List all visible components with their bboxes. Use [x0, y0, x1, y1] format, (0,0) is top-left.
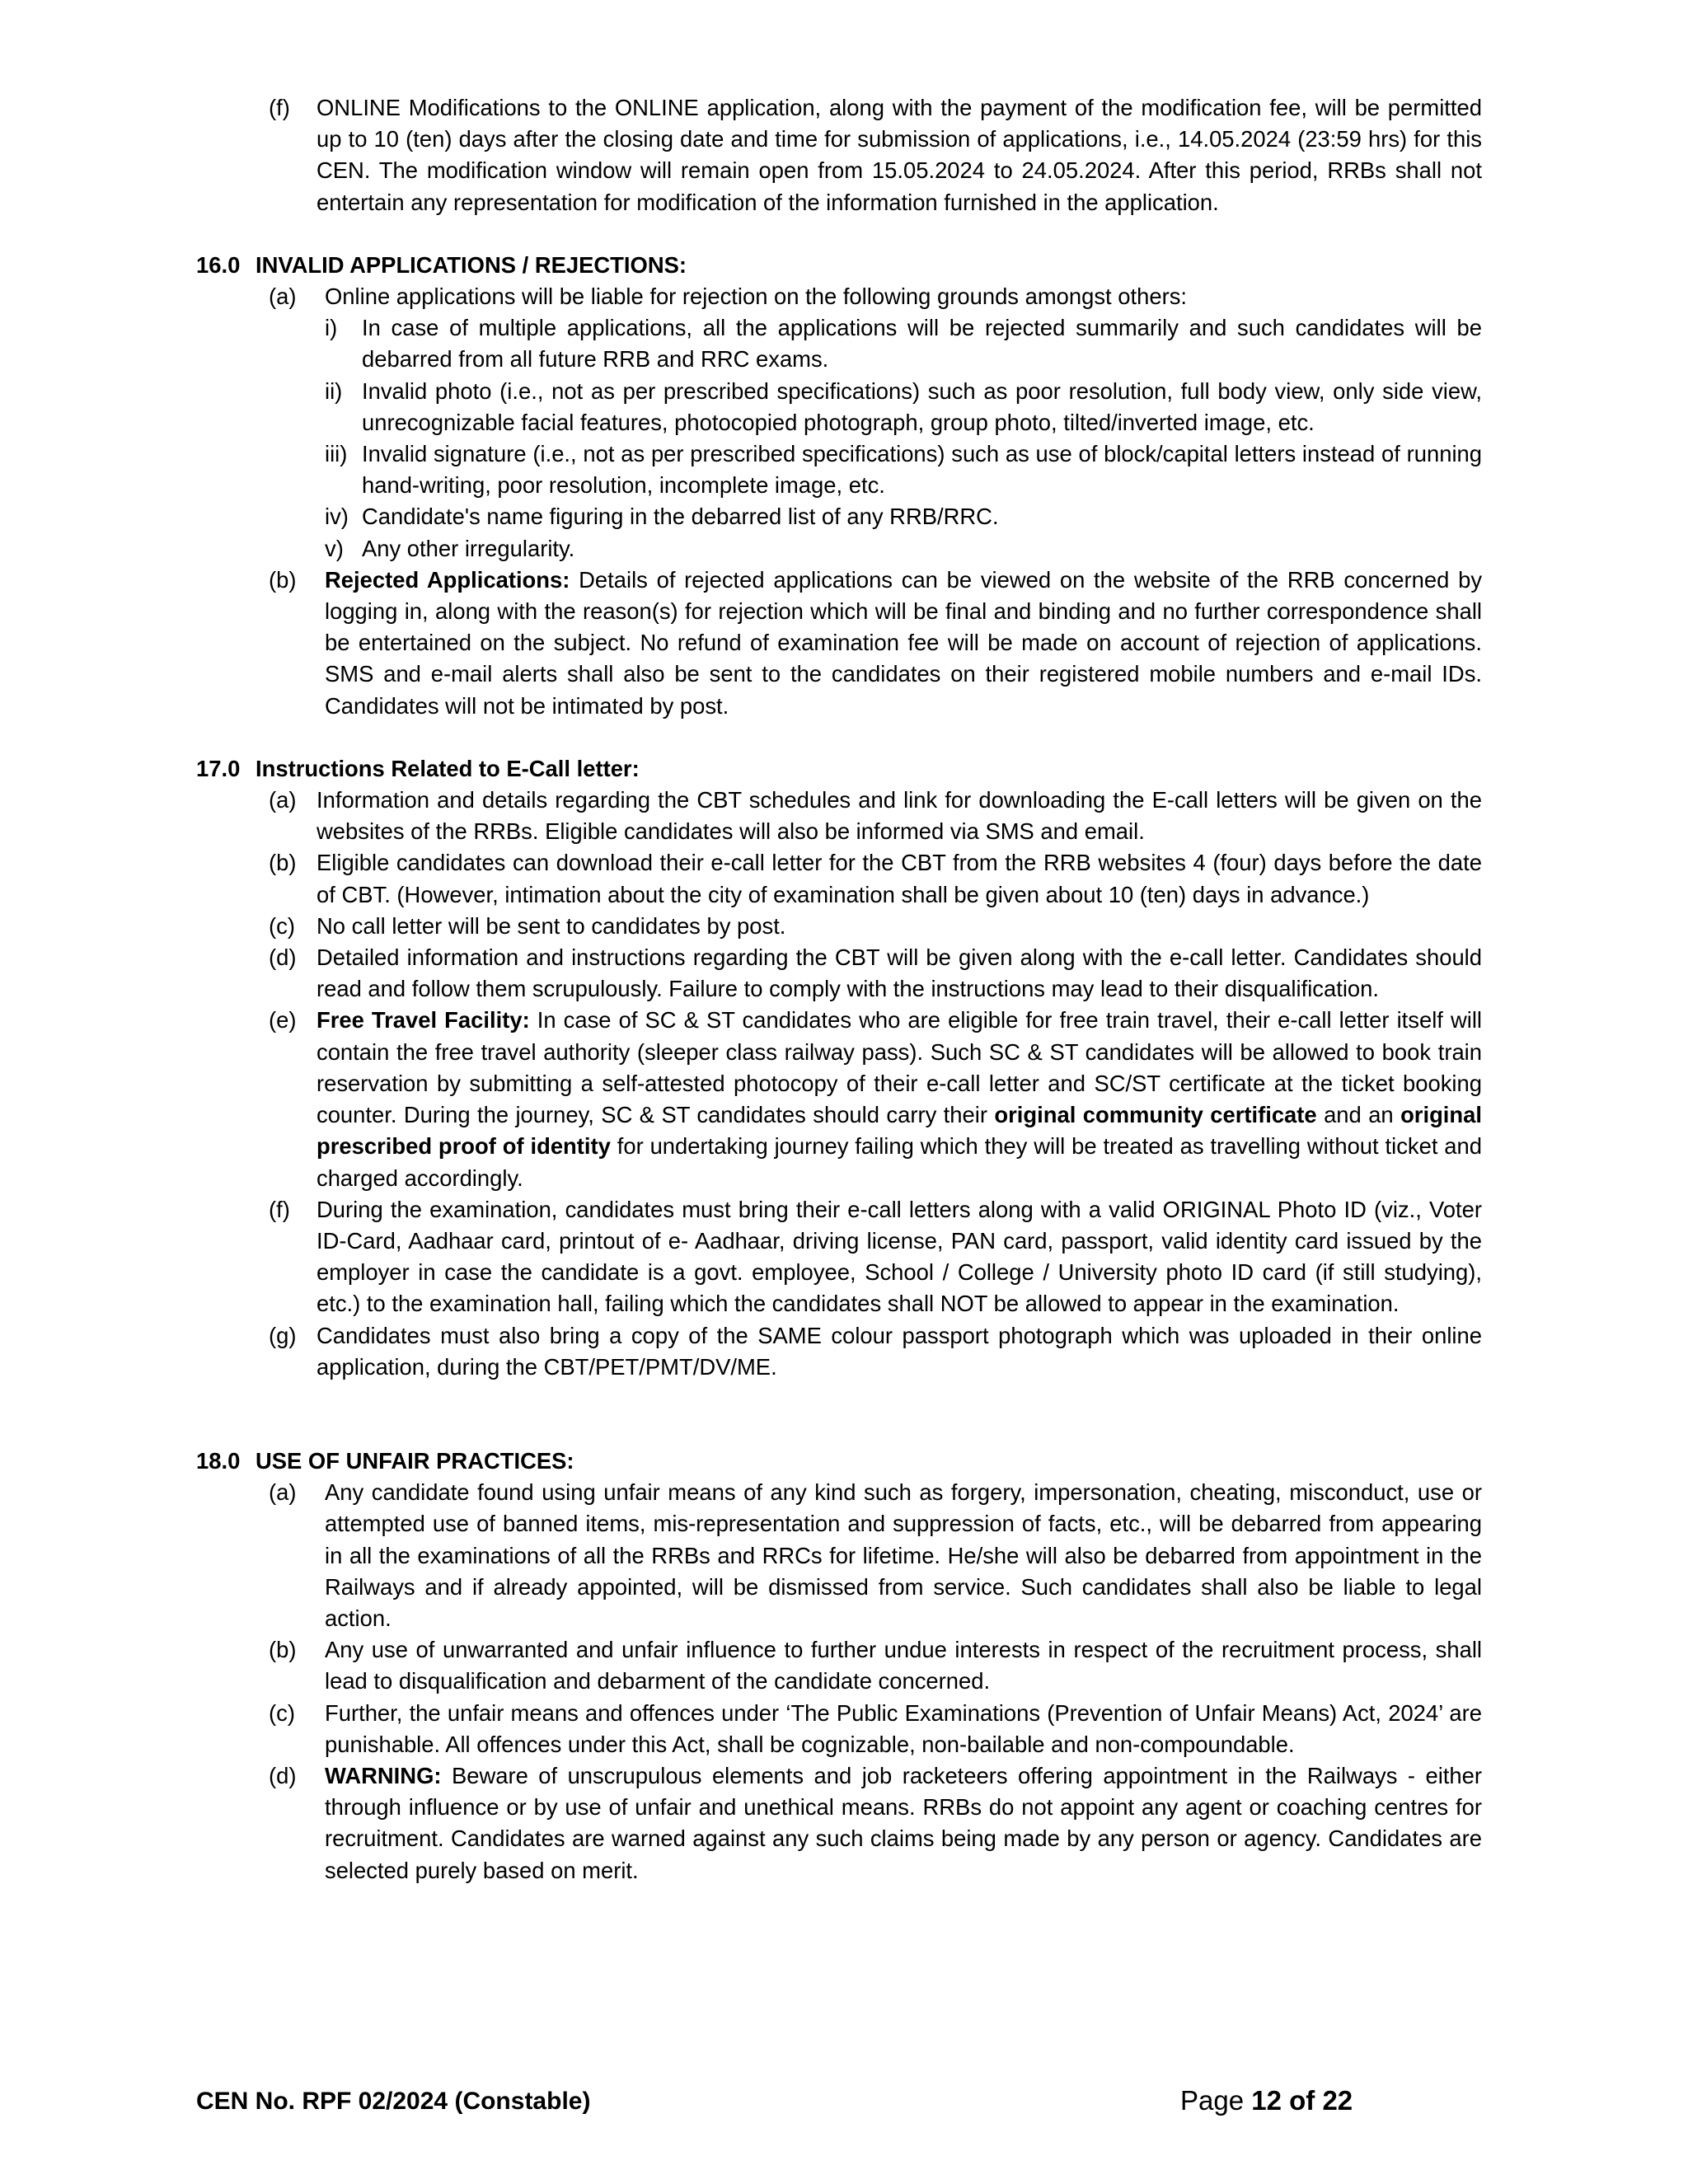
- clause-text: [316, 1005, 1482, 1193]
- footer-of-word: of: [1281, 2085, 1323, 2116]
- clause-bold-2: original community certificate: [994, 1102, 1317, 1128]
- clause-18-a: [269, 1477, 1482, 1634]
- section-heading-18: [196, 1446, 1482, 1477]
- sub-clause-16-a-iv: [325, 501, 1482, 532]
- clause-text: ONLINE Modifications to the ONLINE application, along with the payment of the modification fee, will be permitted up to 10 (ten) days after the closing date and time for submission of applications, i.e., 14.05.2024 (23:59 hrs) for this CEN. The modification window will remain open from 15.05.2024 to 24.05.2024. After this period, RRBs shall not entertain any representation for modification of the information furnished in the application.: [316, 95, 1482, 215]
- sub-clause-text: Any other irregularity.: [362, 535, 575, 561]
- clause-17-d: [269, 942, 1482, 1005]
- clause-bold-lead: Rejected Applications:: [325, 566, 570, 593]
- section-title: USE OF UNFAIR PRACTICES:: [256, 1447, 574, 1474]
- clause-marker: (d): [269, 944, 297, 971]
- section-heading-16: [196, 250, 1482, 281]
- clause-marker: (a): [269, 1479, 297, 1506]
- clause-text: No call letter will be sent to candidates by post.: [316, 912, 786, 939]
- clause-18-c: [269, 1698, 1482, 1760]
- sub-clause-16-a-iii: [325, 438, 1482, 501]
- footer-page-total: 22: [1322, 2085, 1353, 2116]
- clause-text: Eligible candidates can download their e-call letter for the CBT from the RRB websites 4 (four) days before the date of CBT. (However, intimation about the city of examination shall be given about 10 (ten) days in advance.): [316, 850, 1482, 907]
- page-content: [196, 92, 1482, 1886]
- clause-text: [325, 1760, 1482, 1886]
- clause-text: During the examination, candidates must bring their e-call letters along with a valid ORIGINAL Photo ID (viz., Voter ID-Card, Aadhaar card, printout of e- Aadhaar, driving license, PAN card, passport, valid identity card issued by the employer in case the candidate is a govt. employee, School / College / University photo ID card (if still studying), etc.) to the examination hall, failing which the candidates shall NOT be allowed to appear in the examination.: [316, 1196, 1482, 1317]
- clause-17-a: [269, 785, 1482, 847]
- section-number: 16.0: [196, 251, 241, 278]
- section-number: 18.0: [196, 1447, 241, 1474]
- clause-marker: (f): [269, 1196, 290, 1222]
- clause-body-1: In case of SC & ST candidates who are eligible for free train travel, their e-call letter itself will contain the free travel authority (sleeper class railway pass). Such SC & ST candidates will be allowed to book train reservation by submitting a self-attested photocopy of their e-call letter and SC/ST certificate at the ticket booking counter. During the journey, SC & ST candidates should carry their: [316, 1007, 1483, 1128]
- sub-clause-text: Invalid photo (i.e., not as per prescribed specifications) such as poor resolution, full body view, only side view, unrecognizable facial features, photocopied photograph, group photo, tilted/inverted image, etc.: [362, 377, 1482, 435]
- section-number: 17.0: [196, 755, 241, 781]
- sub-clause-16-a-ii: [325, 376, 1482, 438]
- sub-clause-text: Candidate's name figuring in the debarred list of any RRB/RRC.: [362, 504, 999, 530]
- footer-page-number: [1180, 2085, 1353, 2116]
- sub-clause-marker: v): [325, 535, 344, 561]
- sub-clause-marker: iv): [325, 504, 349, 530]
- sub-clause-16-a-v: [325, 533, 1482, 565]
- clause-18-d: [269, 1760, 1482, 1886]
- clause-bold-lead: Free Travel Facility:: [316, 1007, 530, 1033]
- clause-17-b: [269, 847, 1482, 910]
- clause-16-b: [269, 565, 1482, 722]
- clause-15-f: [269, 92, 1482, 218]
- clause-marker: (b): [269, 1637, 297, 1663]
- section-heading-17: [196, 753, 1482, 785]
- clause-text: [325, 565, 1482, 722]
- clause-marker: (f): [269, 95, 290, 120]
- clause-17-e: [269, 1005, 1482, 1193]
- clause-text: Any candidate found using unfair means of any kind such as forgery, impersonation, cheating, misconduct, use or attempted use of banned items, mis-representation and suppression of facts, etc., will be debarred from appearing in all the examinations of all the RRBs and RRCs for lifetime. He/she will also be debarred from appointment in the Railways and if already appointed, will be dismissed from service. Such candidates shall also be liable to legal action.: [325, 1479, 1482, 1631]
- footer-page-current: 12: [1251, 2085, 1282, 2116]
- clause-text: Information and details regarding the CBT schedules and link for downloading the E-call letters will be given on the websites of the RRBs. Eligible candidates will also be informed via SMS and email.: [316, 787, 1482, 845]
- clause-marker: (e): [269, 1007, 297, 1033]
- clause-text: Candidates must also bring a copy of the SAME colour passport photograph which was uploaded in their online application, during the CBT/PET/PMT/DV/ME.: [316, 1322, 1482, 1380]
- clause-text: Any use of unwarranted and unfair influence to further undue interests in respect of the recruitment process, shall lead to disqualification and debarment of the candidate concerned.: [325, 1637, 1482, 1694]
- sub-clause-text: In case of multiple applications, all the applications will be rejected summarily and such candidates will be debarred from all future RRB and RRC exams.: [362, 315, 1482, 373]
- clause-marker: (b): [269, 850, 297, 876]
- clause-text: Detailed information and instructions regarding the CBT will be given along with the e-call letter. Candidates should read and follow them scrupulously. Failure to comply with the instructions may lead to their disqualification.: [316, 944, 1482, 1002]
- clause-marker: (c): [269, 912, 295, 939]
- sub-clause-text: Invalid signature (i.e., not as per prescribed specifications) such as use of block/capital letters instead of running hand-writing, poor resolution, incomplete image, etc.: [362, 441, 1482, 499]
- sub-clause-marker: iii): [325, 441, 348, 467]
- clause-marker: (c): [269, 1699, 295, 1726]
- clause-17-f: [269, 1194, 1482, 1320]
- clause-16-a: [269, 281, 1482, 312]
- clause-marker: (b): [269, 566, 297, 593]
- clause-marker: (g): [269, 1322, 297, 1348]
- clause-17-g: [269, 1320, 1482, 1383]
- clause-bold-3: original prescribed proof of identity: [316, 1102, 1482, 1160]
- section-title: INVALID APPLICATIONS / REJECTIONS:: [256, 251, 687, 278]
- sub-clause-marker: i): [325, 315, 338, 341]
- sub-clause-marker: ii): [325, 377, 343, 404]
- clause-text: Online applications will be liable for rejection on the following grounds amongst others:: [325, 284, 1188, 310]
- clause-body: Beware of unscrupulous elements and job racketeers offering appointment in the Railways - either through influence or by use of unfair and unethical means. RRBs do not appoint any agent or coaching centres for recruitment. Candidates are warned against any such claims being made by any person or agency. Candidates are selected purely based on merit.: [325, 1762, 1482, 1883]
- clause-bold-lead: WARNING:: [325, 1762, 442, 1788]
- clause-marker: (a): [269, 787, 297, 813]
- clause-body-3: for undertaking journey failing which they will be treated as travelling without ticket and charged accordingly.: [316, 1133, 1483, 1191]
- clause-body-2: and an: [1316, 1102, 1401, 1128]
- clause-body: Details of rejected applications can be viewed on the website of the RRB concerned by logging in, along with the reason(s) for rejection which will be final and binding and no further correspondence shall be entertained on the subject. No refund of examination fee will be made on account of rejection of applications. SMS and e-mail alerts shall also be sent to the candidates on their registered mobile numbers and e-mail IDs. Candidates will not be intimated by post.: [325, 566, 1483, 719]
- clause-text: Further, the unfair means and offences under ‘The Public Examinations (Prevention of Unfair Means) Act, 2024’ are punishable. All offences under this Act, shall be cognizable, non-bailable and non-compoundable.: [325, 1699, 1482, 1757]
- footer-cen-number: CEN No. RPF 02/2024 (Constable): [196, 2088, 591, 2115]
- footer-page-word: Page: [1180, 2085, 1252, 2116]
- clause-marker: (d): [269, 1762, 297, 1788]
- clause-18-b: [269, 1634, 1482, 1697]
- clause-17-c: [269, 911, 1482, 942]
- section-title: Instructions Related to E-Call letter:: [256, 755, 640, 781]
- clause-marker: (a): [269, 284, 297, 310]
- sub-clause-16-a-i: [325, 312, 1482, 375]
